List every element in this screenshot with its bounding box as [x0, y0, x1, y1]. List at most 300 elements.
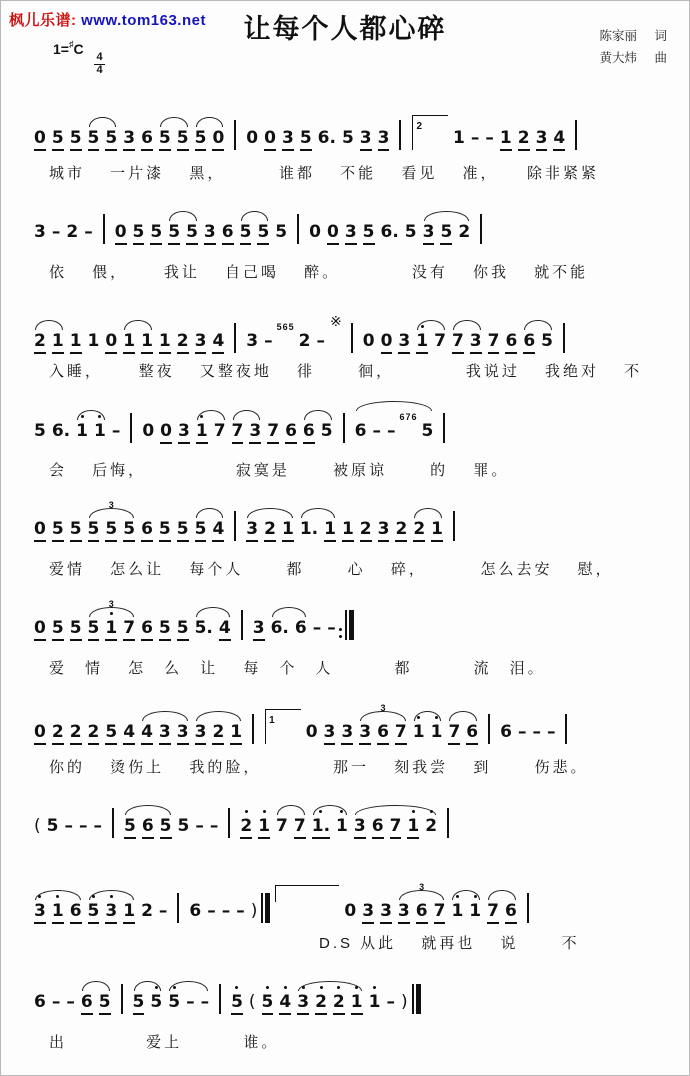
note: 3: [195, 722, 207, 745]
note: 0: [264, 128, 276, 151]
note: 5: [46, 816, 59, 836]
note: 2: [34, 331, 46, 354]
music-line-5: [31, 493, 683, 579]
note: 1: [351, 992, 363, 1015]
duration-dash: –: [78, 816, 88, 836]
duration-dash: –: [327, 618, 336, 638]
site-label: 枫儿乐谱:: [9, 12, 77, 29]
barline: [241, 610, 243, 640]
note: 3: [34, 222, 46, 242]
slur-arc: [237, 222, 273, 245]
slur-arc: [243, 519, 297, 542]
lyrics-row: 出 爱上 谁。: [49, 1034, 280, 1051]
note: 0: [34, 519, 46, 542]
note: 0: [212, 128, 224, 151]
slur-arc: [156, 128, 192, 151]
triplet-number: 3: [419, 882, 425, 892]
note: 0: [34, 128, 46, 151]
note: 5: [52, 519, 64, 542]
parenthesis: ): [250, 901, 258, 921]
note: 0: [246, 128, 259, 148]
note: 2: [315, 992, 327, 1015]
note: 5: [300, 128, 312, 151]
note: 5: [150, 222, 162, 245]
note: 5: [421, 421, 434, 441]
lyricist-role: 词: [654, 29, 667, 43]
slur-arc: [165, 222, 201, 245]
slur-arc: [445, 722, 481, 745]
slur-arc: [192, 519, 228, 542]
duration-dash: –: [51, 222, 61, 242]
note: 2: [52, 722, 64, 745]
note: 5: [363, 222, 375, 245]
triplet-number: 3: [108, 500, 114, 510]
duration-dash: –: [111, 421, 121, 441]
note: 2: [70, 722, 82, 745]
note: 0: [344, 901, 357, 921]
duration-dash: –: [485, 128, 494, 148]
barline: [527, 893, 529, 923]
note: 1: [258, 816, 270, 839]
note: 5: [105, 722, 117, 745]
duration-dash: –: [200, 992, 210, 1012]
barline: [443, 413, 445, 443]
note: 4: [212, 331, 224, 354]
slur-arc: [193, 421, 229, 444]
notes-row: [31, 196, 683, 260]
note: 3: [341, 722, 353, 745]
note: 6: [372, 816, 384, 839]
note: 4: [123, 722, 135, 745]
note: 3: [345, 222, 357, 245]
barline: [297, 214, 299, 244]
note: 5: [88, 901, 100, 924]
note: 1: [430, 722, 443, 742]
barline: [234, 120, 236, 150]
note: 6: [505, 901, 517, 924]
composer-role: 曲: [654, 51, 667, 65]
note: 5: [168, 222, 180, 245]
site-url-link[interactable]: www.tom163.net: [81, 12, 206, 29]
slur-arc: [410, 519, 446, 542]
duration-dash: –: [51, 992, 61, 1012]
note: 6: [141, 618, 153, 641]
note: 5: [177, 128, 189, 151]
note: 1: [70, 331, 82, 354]
note: 5: [52, 618, 64, 641]
slur-arc: [121, 816, 175, 839]
grace-notes: 565: [276, 322, 295, 332]
lyrics-row: D.S 从此 就再也 说 不: [49, 935, 580, 952]
note: 1: [87, 331, 100, 351]
note: 2: [66, 222, 79, 242]
slur-arc: [192, 618, 234, 641]
note: 5: [123, 519, 135, 542]
music-line-4: [31, 394, 683, 480]
note: 5: [70, 128, 82, 151]
note: 7: [434, 901, 446, 924]
note: 5.: [194, 618, 213, 638]
slur-arc: [273, 816, 309, 839]
lyrics-row: 依 偎， 我让 自己喝 醉。 没有 你我 就不能: [49, 264, 589, 281]
barline: [234, 511, 236, 541]
credits: [599, 25, 667, 69]
note: 6: [500, 722, 512, 742]
note: 3: [378, 128, 390, 151]
music-line-1: [31, 97, 683, 183]
duration-dash: –: [195, 816, 204, 836]
slur-arc: [309, 816, 351, 839]
slur-arc: [300, 421, 336, 444]
lyrics-row: 你的 烫伤上 我的脸， 那一 刻我尝 到 伤悲。: [49, 759, 589, 776]
note: 5: [231, 992, 243, 1015]
note: 5: [88, 519, 100, 542]
note: 5: [541, 331, 554, 351]
note: 0: [309, 222, 321, 242]
note: 7: [448, 722, 460, 745]
note: 1: [368, 992, 381, 1012]
note: 1: [469, 901, 482, 921]
note: 6: [34, 992, 46, 1012]
note: 2: [458, 222, 471, 242]
note: 1: [52, 901, 64, 924]
slur-arc: [352, 412, 437, 442]
barline: [453, 511, 455, 541]
note: 1.: [299, 519, 319, 539]
note: 2: [518, 128, 530, 151]
slur-arc: [420, 222, 474, 245]
note: 5: [177, 816, 190, 836]
note: 5: [195, 519, 207, 542]
duration-dash: –: [517, 722, 527, 742]
notes-row: [31, 295, 683, 359]
slur-arc: [229, 421, 265, 444]
note: 6: [523, 331, 535, 354]
note: 5: [177, 618, 189, 641]
volta-number: 2: [416, 121, 423, 132]
note: 7: [487, 901, 499, 924]
note: 3: [362, 901, 374, 924]
note: 0: [327, 222, 339, 245]
slur-arc: [484, 901, 520, 924]
note: 6: [505, 331, 517, 354]
note: 3: [536, 128, 548, 151]
slur-arc: [85, 901, 139, 924]
note: 3: [359, 722, 371, 745]
note: 0: [305, 722, 318, 742]
note: 1: [431, 519, 443, 542]
note: 6: [81, 992, 93, 1015]
barline: [488, 714, 490, 744]
duration-dash: –: [386, 421, 396, 441]
key-note: C: [73, 41, 84, 57]
slur-arc: [297, 519, 339, 542]
barline: [219, 984, 221, 1014]
note: 1: [230, 722, 242, 745]
duration-dash: –: [470, 128, 480, 148]
barline: [563, 323, 565, 353]
notes-row: [31, 592, 683, 656]
note: 6: [141, 519, 153, 542]
duration-dash: –: [316, 331, 325, 351]
note: 1: [141, 331, 153, 354]
barline: [130, 413, 132, 443]
note: 2: [298, 331, 311, 351]
note: 6: [70, 901, 82, 924]
note: 6: [141, 128, 153, 151]
note: 5: [99, 992, 111, 1015]
note: 5: [168, 992, 181, 1012]
barline: [177, 893, 179, 923]
notes-row: [31, 867, 683, 931]
note: 1: [412, 722, 425, 742]
note: 3: [398, 901, 410, 924]
section-bracket: [275, 885, 339, 902]
slur-arc: [410, 722, 446, 743]
parenthesis: ): [400, 992, 408, 1012]
note: 3: [282, 128, 294, 151]
slur-arc: [448, 901, 484, 922]
duration-dash: –: [186, 992, 195, 1012]
music-line-6: [31, 592, 683, 678]
time-signature: [94, 52, 104, 76]
note: 1: [76, 421, 88, 441]
slur-arc: [268, 618, 310, 639]
note: 1: [416, 331, 428, 354]
sharp-accidental: ♯: [68, 39, 74, 49]
note: 3: [360, 128, 372, 151]
note: 2: [240, 816, 252, 839]
notes-row: [31, 394, 683, 458]
lyrics-row: 城市 一片漆 黑， 谁都 不能 看见 准， 除非紧紧: [49, 165, 600, 182]
slur-arc: [130, 992, 166, 1015]
music-line-8: [31, 790, 683, 854]
note: 1: [159, 331, 171, 354]
music-line-7: [31, 691, 683, 777]
triplet-slur: [395, 882, 449, 924]
music-line-2: [31, 196, 683, 282]
note: 3: [354, 816, 366, 839]
note: 3: [378, 519, 390, 542]
composer-line: [599, 47, 667, 69]
note: 1: [282, 519, 294, 542]
note: 5: [88, 618, 100, 641]
time-bottom: 4: [96, 63, 103, 76]
note: 5: [160, 816, 172, 839]
note: 6: [303, 421, 315, 444]
slur-arc: [31, 331, 67, 354]
note: 2: [333, 992, 345, 1015]
note: 5: [34, 421, 46, 441]
note: 5: [70, 618, 82, 641]
note: 3: [177, 722, 189, 745]
note: 0: [362, 331, 375, 351]
slur-arc: [520, 331, 556, 354]
music-line-10: [31, 966, 683, 1052]
note: 7: [267, 421, 279, 444]
note: 0: [105, 331, 117, 354]
slur-arc: [120, 331, 156, 354]
barline: [121, 984, 123, 1014]
note: 3: [159, 722, 171, 745]
slur-arc: [165, 992, 212, 1013]
note: 2: [413, 519, 425, 542]
triplet-slur: [85, 599, 139, 641]
note: 5: [105, 128, 117, 151]
note: 6: [377, 722, 389, 745]
lyricist-name: 陈家丽: [599, 29, 637, 43]
note: 7: [232, 421, 244, 444]
slur-arc: [294, 992, 365, 1015]
note: 5: [150, 992, 163, 1012]
note: 1: [451, 901, 464, 921]
note: 5: [133, 992, 145, 1015]
slur-arc: [413, 331, 449, 354]
note: 6.: [380, 222, 399, 242]
barline: [343, 413, 345, 443]
note: 6: [416, 901, 428, 924]
note: 5: [159, 128, 171, 151]
note: 5: [70, 519, 82, 542]
notes-row: [31, 493, 683, 557]
note: 5: [186, 222, 198, 245]
slur-arc: [351, 816, 440, 839]
parenthesis: (: [248, 992, 256, 1012]
duration-dash: –: [312, 618, 322, 638]
note: 5: [105, 519, 117, 542]
note: 4: [553, 128, 565, 151]
barline: [447, 808, 449, 838]
segno-icon: ※: [330, 313, 342, 329]
note: 0: [34, 722, 46, 745]
note: 3: [246, 331, 259, 351]
duration-dash: –: [221, 901, 231, 921]
note: 7: [123, 618, 135, 641]
grace-notes: 676: [399, 412, 418, 422]
note: 4: [141, 722, 153, 745]
note: 1: [123, 901, 135, 924]
composer-name: 黄大炜: [599, 51, 637, 65]
lyrics-row: 爱情 怎么让 每个人 都 心 碎， 怎么去安 慰，: [49, 561, 614, 578]
note: 2: [88, 722, 100, 745]
note: 7: [213, 421, 226, 441]
header: [1, 1, 689, 93]
music-line-3: [31, 295, 683, 381]
barline: [565, 714, 567, 744]
note: 4: [219, 618, 231, 641]
slur-arc: [78, 992, 114, 1015]
note: 5: [262, 992, 274, 1015]
note: 4: [279, 992, 291, 1015]
duration-dash: –: [93, 816, 102, 836]
barline: [103, 214, 105, 244]
note: 3: [105, 901, 117, 924]
note: 6: [285, 421, 297, 444]
note: 1: [196, 421, 208, 444]
barline: [234, 323, 236, 353]
barline: [228, 808, 230, 838]
note: 1: [324, 519, 336, 542]
final-barline: [411, 984, 422, 1014]
note: 6: [294, 618, 307, 638]
note: 2: [425, 816, 438, 836]
note: 1: [105, 618, 117, 641]
barline: [351, 323, 353, 353]
triplet-number: 3: [380, 703, 386, 713]
slur-arc: [449, 331, 485, 354]
key-prefix: 1=: [53, 41, 69, 57]
volta-number: 1: [269, 715, 275, 726]
duration-dash: –: [236, 901, 245, 921]
barline: [480, 214, 482, 244]
note: 5: [124, 816, 136, 839]
note: 5: [52, 128, 64, 151]
note: 2: [264, 519, 276, 542]
repeat-barline: [339, 610, 355, 640]
note: 3: [178, 421, 190, 444]
key-time-signature: [53, 39, 105, 76]
duration-dash: –: [207, 901, 216, 921]
note: 2: [141, 901, 153, 921]
note: 5: [133, 222, 145, 245]
barline: [399, 120, 401, 150]
triplet-slur: [85, 500, 139, 542]
note: 3: [423, 222, 435, 245]
note: 6: [354, 421, 367, 441]
note: 3: [246, 519, 258, 542]
note: 1: [123, 331, 135, 354]
score-body: [1, 93, 689, 1075]
note: 2: [360, 519, 372, 542]
duration-dash: –: [372, 421, 381, 441]
notes-row: [31, 97, 683, 161]
notes-row: [31, 966, 683, 1030]
note: 5: [240, 222, 252, 245]
slur-arc: [192, 128, 228, 151]
slur-arc: [138, 722, 192, 745]
note: 1: [93, 421, 106, 441]
note: 4: [212, 519, 224, 542]
slur-arc: [73, 421, 109, 442]
note: 6.: [270, 618, 289, 638]
note: 3: [249, 421, 261, 444]
note: 3: [123, 128, 135, 151]
note: 3: [34, 901, 46, 924]
notes-row: [31, 790, 683, 854]
note: 2: [395, 519, 407, 542]
note: 5: [257, 222, 269, 245]
note: 0: [34, 618, 46, 641]
note: 0: [115, 222, 127, 245]
volta-bracket-1: [265, 709, 301, 744]
note: 3: [253, 618, 265, 641]
note: 7: [452, 331, 464, 354]
note: 6: [142, 816, 154, 839]
note: 5: [404, 222, 417, 242]
note: 3: [398, 331, 410, 354]
notes-row: [31, 691, 683, 755]
duration-dash: –: [209, 816, 219, 836]
note: 3: [195, 331, 207, 354]
note: 3: [324, 722, 336, 745]
barline: [252, 714, 254, 744]
lyrics-row: 爱 情 怎 么 让 每 个 人 都 流 泪。: [49, 660, 546, 677]
note: 7: [434, 331, 446, 351]
note: 2: [177, 331, 189, 354]
note: 5: [177, 519, 189, 542]
note: 6: [189, 901, 202, 921]
note: 5: [320, 421, 333, 441]
